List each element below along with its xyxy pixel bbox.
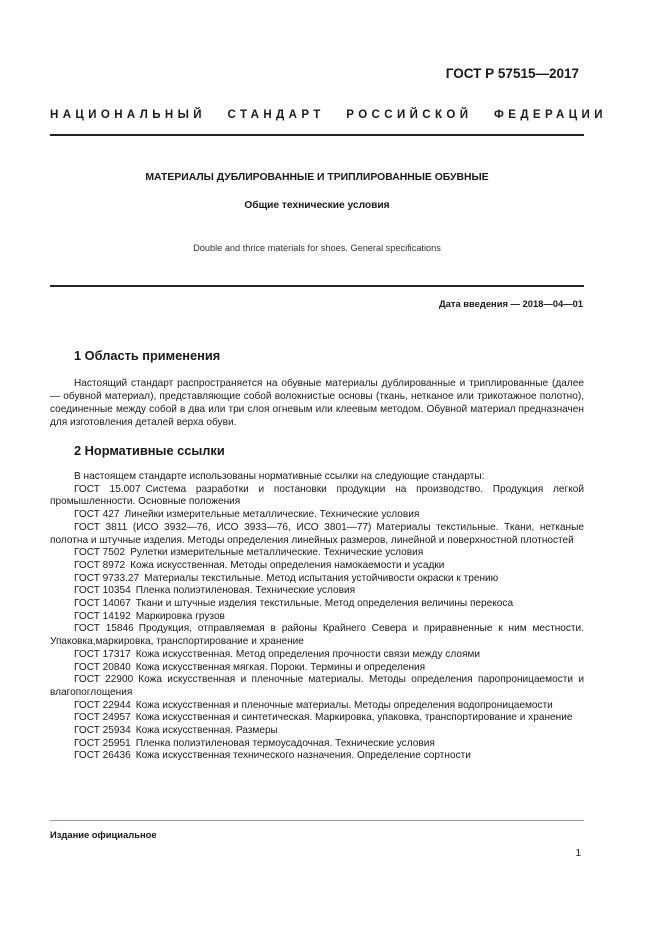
reference-code: ГОСТ 25934 [74, 725, 131, 737]
reference-title: Материалы текстильные. Ткани, нетканые полотна и штучные изделия. Методы определения линейных размеров, линейной и поверхностной плотностей [50, 521, 584, 546]
reference-code: ГОСТ 17317 [74, 648, 131, 660]
reference-code: ГОСТ 14067 [74, 598, 131, 610]
reference-item [50, 662, 584, 675]
reference-code: ГОСТ 20840 [74, 661, 131, 673]
document-subtitle: Общие технические условия [244, 200, 390, 211]
reference-item [50, 750, 584, 763]
reference-item [50, 585, 584, 598]
reference-title: Пленка полиэтиленовая термоусадочная. Технические условия [135, 737, 435, 749]
reference-item [50, 560, 584, 573]
reference-title: Материалы текстильные. Метод испытания устойчивости окраски к трению [144, 572, 499, 584]
reference-title: Кожа искусственная технического назначения. Определение сортности [135, 750, 471, 762]
reference-title: Линейки измерительные металлические. Технические условия [124, 509, 420, 521]
reference-item [50, 738, 584, 751]
reference-item [50, 712, 584, 725]
reference-title: Пленка полиэтиленовая. Технические условия [135, 585, 356, 597]
reference-code: ГОСТ 26436 [74, 750, 131, 762]
reference-item [50, 649, 584, 662]
reference-item [50, 522, 584, 547]
reference-code: ГОСТ 15.007 [74, 483, 141, 495]
reference-code: ГОСТ 3811 (ИСО 3932—76, ИСО 3933—76, ИСО 3801—77) [74, 521, 372, 533]
reference-code: ГОСТ 14192 [74, 610, 131, 622]
reference-item [50, 509, 584, 522]
normative-references [50, 471, 584, 763]
official-edition-label: Издание официальное [50, 829, 157, 840]
top-divider [50, 134, 584, 136]
reference-item [50, 674, 584, 699]
section-2-heading: 2 Нормативные ссылки [74, 443, 225, 458]
reference-item [50, 623, 584, 648]
reference-code: ГОСТ 22900 [74, 674, 134, 686]
english-title: Double and thrice materials for shoes. General specifications [193, 243, 441, 253]
reference-title: Маркировка грузов [135, 610, 225, 622]
document-title: МАТЕРИАЛЫ ДУБЛИРОВАННЫЕ И ТРИПЛИРОВАННЫЕ ОБУВНЫЕ [145, 172, 489, 183]
reference-title: Кожа искусственная. Размеры [135, 725, 278, 737]
national-standard-heading: НАЦИОНАЛЬНЫЙ СТАНДАРТ РОССИЙСКОЙ ФЕДЕРАЦИИ [50, 109, 607, 121]
reference-title: Кожа искусственная. Методы определения намокаемости и усадки [130, 559, 445, 571]
page-number: 1 [575, 848, 581, 859]
reference-item [50, 484, 584, 509]
reference-item [50, 573, 584, 586]
reference-code: ГОСТ 15846 [74, 623, 134, 635]
section-1-text: Настоящий стандарт распространяется на обувные материалы дублированные и триплированные (далее — обувной материал), представляющие собой волокнистые основы (ткань, нетканое или трикотажное полотно), соединенные между собой в два или три слоя огневым или клеевым методом. Обувной материал предназначен для изготовления деталей верха обуви. [50, 378, 584, 428]
reference-title: Кожа искусственная и синтетическая. Маркировка, упаковка, транспортирование и хранение [135, 712, 573, 724]
middle-divider [50, 285, 584, 287]
reference-title: Ткани и штучные изделия текстильные. Метод определения величины перекоса [135, 598, 514, 610]
reference-title: Кожа искусственная и пленочные материалы. Методы определения водопроницаемости [135, 699, 553, 711]
reference-code: ГОСТ 8972 [74, 559, 126, 571]
reference-title: Кожа искусственная мягкая. Пороки. Термины и определения [135, 661, 426, 673]
reference-title: Кожа искусственная и пленочные материалы. Методы определения паропроницаемости и влагопоглощения [50, 674, 584, 698]
reference-code: ГОСТ 7502 [74, 547, 126, 559]
reference-item [50, 598, 584, 611]
reference-title: Продукция, отправляемая в районы Крайнего Севера и приравненные к ним местности. Упаковка,маркировка, транспортирование и хранение [50, 623, 584, 648]
reference-code: ГОСТ 427 [74, 509, 120, 521]
reference-title: Система разработки и постановки продукции на производство. Продукция легкой промышленности. Основные положения [50, 483, 584, 508]
document-code: ГОСТ Р 57515—2017 [445, 66, 579, 81]
introduction-date: Дата введения — 2018—04—01 [438, 298, 583, 309]
reference-code: ГОСТ 22944 [74, 699, 131, 711]
reference-code: ГОСТ 10354 [74, 585, 131, 597]
reference-item [50, 725, 584, 738]
reference-code: ГОСТ 24957 [74, 712, 131, 724]
section-1-heading: 1 Область применения [74, 348, 221, 363]
references-intro: В настоящем стандарте использованы нормативные ссылки на следующие стандарты: [74, 471, 485, 482]
reference-list [50, 484, 584, 763]
reference-code: ГОСТ 9733.27 [74, 572, 140, 584]
reference-code: ГОСТ 25951 [74, 737, 131, 749]
footer-divider [50, 820, 584, 821]
reference-item [50, 611, 584, 624]
reference-item [50, 700, 584, 713]
reference-title: Рулетки измерительные металлические. Технические условия [130, 547, 424, 559]
reference-item [50, 547, 584, 560]
reference-title: Кожа искусственная. Метод определения прочности связи между слоями [135, 648, 481, 660]
